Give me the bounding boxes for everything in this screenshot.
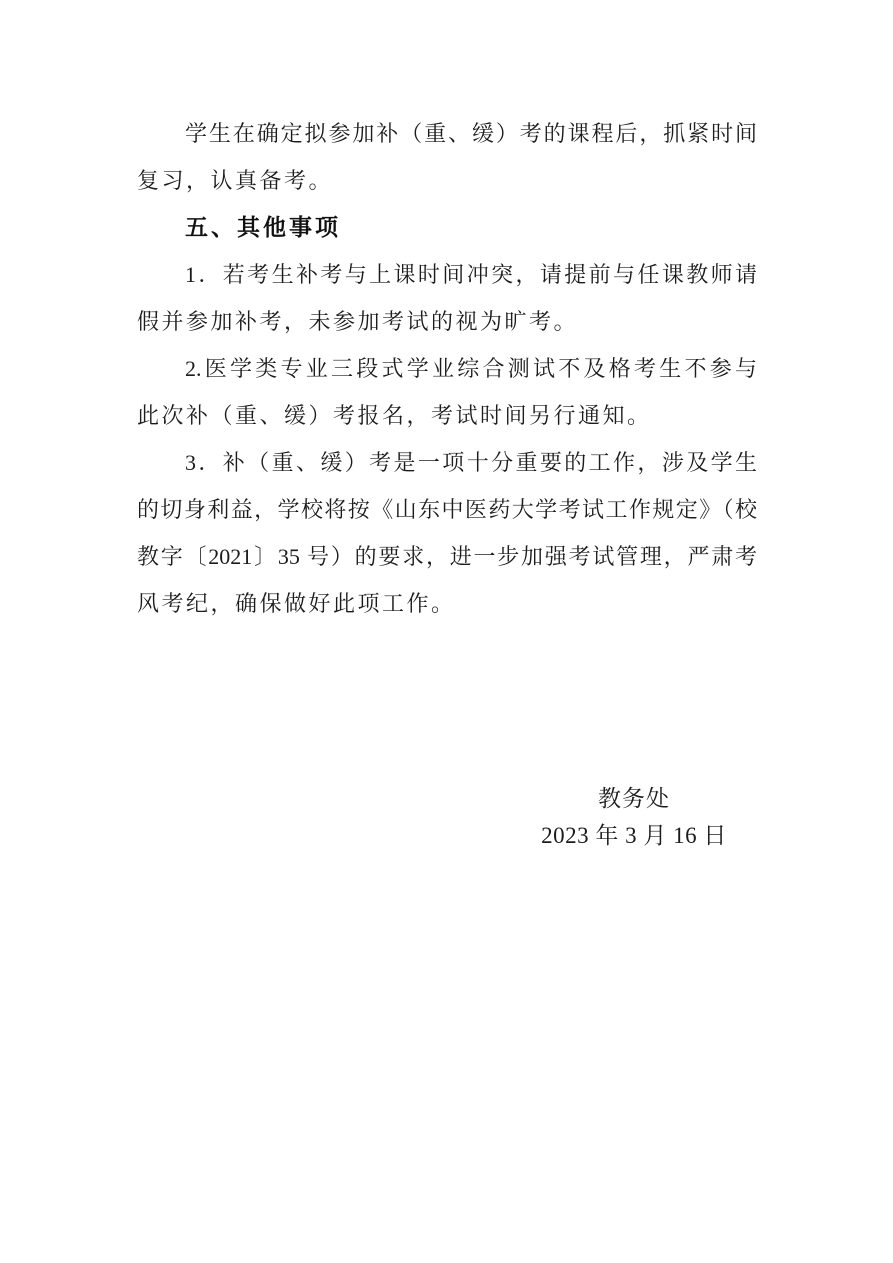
list-item-line: 的切身利益，学校将按《山东中医药大学考试工作规定》（校 (137, 497, 757, 522)
list-item-line: 1．若考生补考与上课时间冲突，请提前与任课教师请 (185, 262, 757, 287)
list-item-line: 2.医学类专业三段式学业综合测试不及格考生不参与 (185, 356, 757, 381)
document-body (137, 110, 757, 627)
signature-block (478, 780, 790, 854)
list-item-line: 此次补（重、缓）考报名，考试时间另行通知。 (137, 403, 652, 428)
section-heading: 五、其他事项 (185, 214, 341, 240)
list-item-line: 3．补（重、缓）考是一项十分重要的工作，涉及学生 (185, 450, 757, 475)
signature-office: 教务处 (598, 786, 670, 811)
list-item-line: 风考纪，确保做好此项工作。 (137, 591, 456, 616)
paragraph-line: 复习，认真备考。 (137, 168, 334, 193)
signature-date: 2023 年 3 月 16 日 (541, 823, 727, 848)
list-item-line: 教字〔2021〕35 号）的要求，进一步加强考试管理，严肃考 (137, 544, 757, 569)
paragraph-line: 学生在确定拟参加补（重、缓）考的课程后，抓紧时间 (185, 121, 757, 146)
list-item-line: 假并参加补考，未参加考试的视为旷考。 (137, 309, 579, 334)
